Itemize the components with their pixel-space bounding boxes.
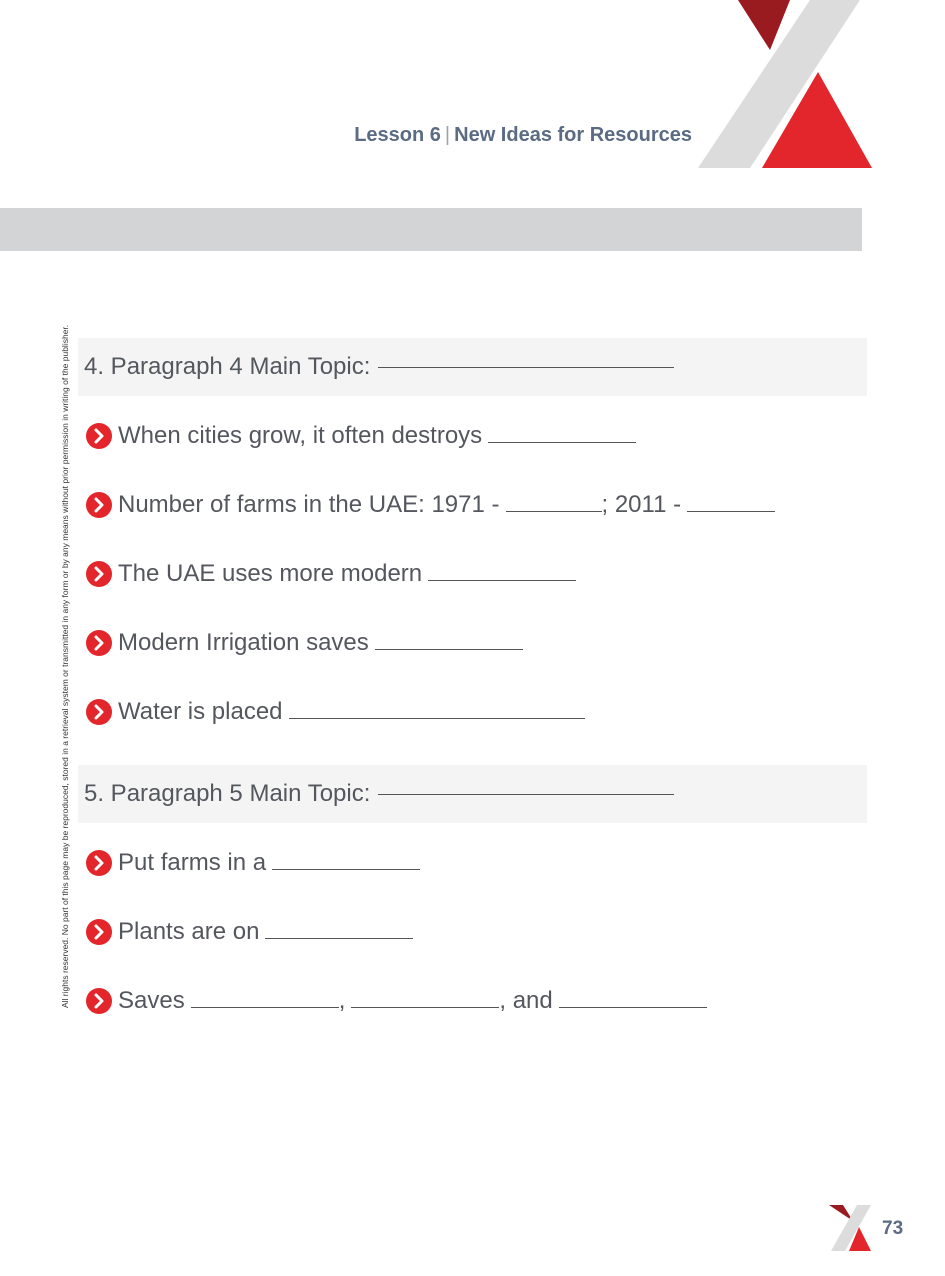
chevron-right-icon [86, 850, 112, 876]
topic-5-blank[interactable] [378, 793, 674, 795]
lesson-header [354, 124, 692, 147]
lesson-title: New Ideas for Resources [454, 124, 692, 146]
item-text: Saves [118, 987, 185, 1014]
chevron-right-icon [86, 423, 112, 449]
item-text: Number of farms in the UAE: 1971 - [118, 491, 500, 518]
chevron-right-icon [86, 630, 112, 656]
answer-blank[interactable] [272, 868, 420, 870]
item-text: The UAE uses more modern [118, 560, 423, 587]
item-text: Put farms in a [118, 849, 267, 876]
item-separator: , and [499, 987, 553, 1014]
paragraph-4-topic [78, 338, 867, 396]
chevron-right-icon [86, 699, 112, 725]
item-text: Water is placed [118, 698, 283, 725]
answer-blank[interactable] [375, 648, 523, 650]
topic-4-blank[interactable] [378, 366, 674, 368]
decorative-chevron-graphic [690, 0, 880, 168]
header-band [0, 208, 862, 251]
chevron-right-icon [86, 561, 112, 587]
paragraph-5-topic [78, 765, 867, 823]
item-text: Plants are on [118, 918, 260, 945]
answer-blank[interactable] [351, 1006, 499, 1008]
chevron-right-icon [86, 988, 112, 1014]
list-item [86, 422, 636, 450]
page-number: 73 [882, 1218, 904, 1239]
item-text: When cities grow, it often destroys [118, 422, 483, 449]
list-item [86, 629, 523, 657]
header-separator: | [444, 124, 451, 146]
page-logo-icon [829, 1205, 873, 1251]
list-item [86, 849, 420, 877]
list-item [86, 918, 413, 946]
answer-blank[interactable] [289, 717, 585, 719]
chevron-right-icon [86, 919, 112, 945]
paragraph-5-topic-label: 5. Paragraph 5 Main Topic: [84, 780, 371, 807]
rights-notice: All rights reserved. No part of this page may be reproduced, stored in a retrieval system or transmitted in any form or by any means without prior permission in writing of the publisher. [60, 324, 70, 1008]
item-text-mid: ; 2011 - [601, 491, 682, 518]
answer-blank[interactable] [428, 579, 576, 581]
list-item [86, 560, 576, 588]
list-item [86, 491, 775, 519]
chevron-right-icon [86, 492, 112, 518]
list-item [86, 698, 585, 726]
answer-blank[interactable] [191, 1006, 339, 1008]
item-text: Modern Irrigation saves [118, 629, 369, 656]
answer-blank[interactable] [559, 1006, 707, 1008]
answer-blank[interactable] [687, 510, 775, 512]
paragraph-4-topic-label: 4. Paragraph 4 Main Topic: [84, 353, 371, 380]
answer-blank[interactable] [265, 937, 413, 939]
item-separator: , [338, 987, 346, 1014]
list-item [86, 987, 707, 1015]
lesson-number: Lesson 6 [354, 124, 441, 146]
answer-blank[interactable] [488, 441, 636, 443]
answer-blank[interactable] [506, 510, 602, 512]
